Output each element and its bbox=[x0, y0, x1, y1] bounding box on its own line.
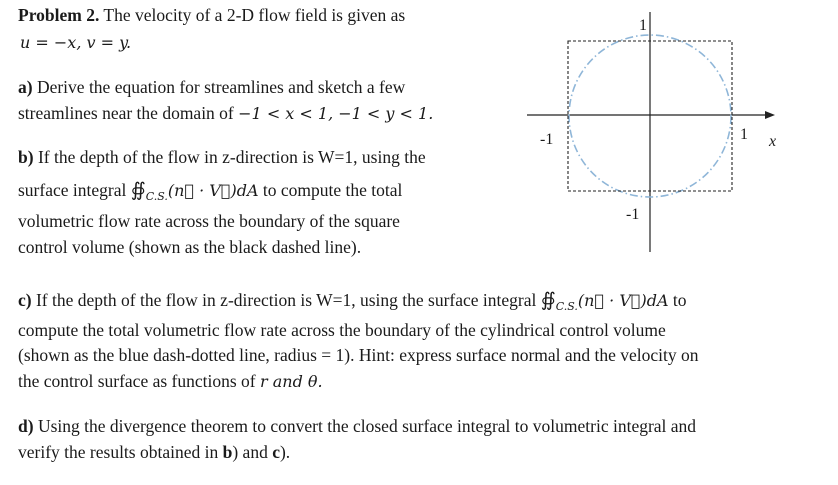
x-axis-arrow-icon bbox=[765, 111, 775, 119]
integrand: (n⃗ · V⃗)dA bbox=[577, 291, 669, 310]
part-a-label: a) bbox=[18, 77, 33, 97]
part-b-label: b) bbox=[18, 147, 34, 167]
problem-label: Problem 2. bbox=[18, 5, 100, 25]
part-c-line3: (shown as the blue dash-dotted line, radius = 1). Hint: express surface normal and the velocity on bbox=[18, 345, 699, 365]
velocity-field: u = −x, v = y. bbox=[20, 33, 132, 52]
part-b-line3: volumetric flow rate across the boundary of the square bbox=[18, 211, 400, 231]
domain-inequality: −1 < x < 1, −1 < y < 1. bbox=[238, 104, 434, 123]
problem-intro bbox=[18, 2, 405, 28]
surface-integral-symbol: ∯ bbox=[540, 290, 556, 311]
part-a-line1: a) Derive the equation for streamlines and sketch a few bbox=[18, 77, 406, 97]
part-b-line2: surface integral $∯_{C.S.}(n⃗$ · V⃗)dA to compute the total bbox=[18, 180, 403, 203]
y-tick-bottom: -1 bbox=[626, 206, 640, 223]
problem-intro-text: The velocity of a 2-D flow field is given as bbox=[103, 5, 406, 25]
part-a-line2: streamlines near the domain of −1 < x < 1, −1 < y < 1. bbox=[18, 103, 434, 123]
part-d-line2: verify the results obtained in b) and c). bbox=[18, 442, 291, 462]
y-tick-top: 1 bbox=[639, 17, 647, 34]
x-axis-label: x bbox=[769, 133, 777, 150]
integrand: (n⃗ · V⃗)dA bbox=[167, 181, 259, 200]
surface-integral-symbol: ∯ bbox=[130, 180, 146, 201]
part-c-line4: the control surface as functions of r and θ. bbox=[18, 371, 323, 391]
part-b-line1: b) If the depth of the flow in z-direction is W=1, using the bbox=[18, 147, 426, 167]
part-d-line1: d) Using the divergence theorem to convert the closed surface integral to volumetric integral and bbox=[18, 416, 697, 436]
part-c-label: c) bbox=[18, 290, 32, 310]
part-d-label: d) bbox=[18, 416, 34, 436]
part-b-line4: control volume (shown as the black dashed line). bbox=[18, 237, 362, 257]
x-tick-left: -1 bbox=[540, 131, 554, 148]
control-volume-diagram bbox=[515, 8, 805, 256]
part-c-line2: compute the total volumetric flow rate across the boundary of the cylindrical control volume bbox=[18, 320, 666, 340]
x-tick-right: 1 bbox=[740, 126, 748, 143]
part-c-line1: c) If the depth of the flow in z-direction is W=1, using the surface integral $∯_{C.S.}(n⃗$ · V⃗)dA to bbox=[18, 290, 687, 313]
